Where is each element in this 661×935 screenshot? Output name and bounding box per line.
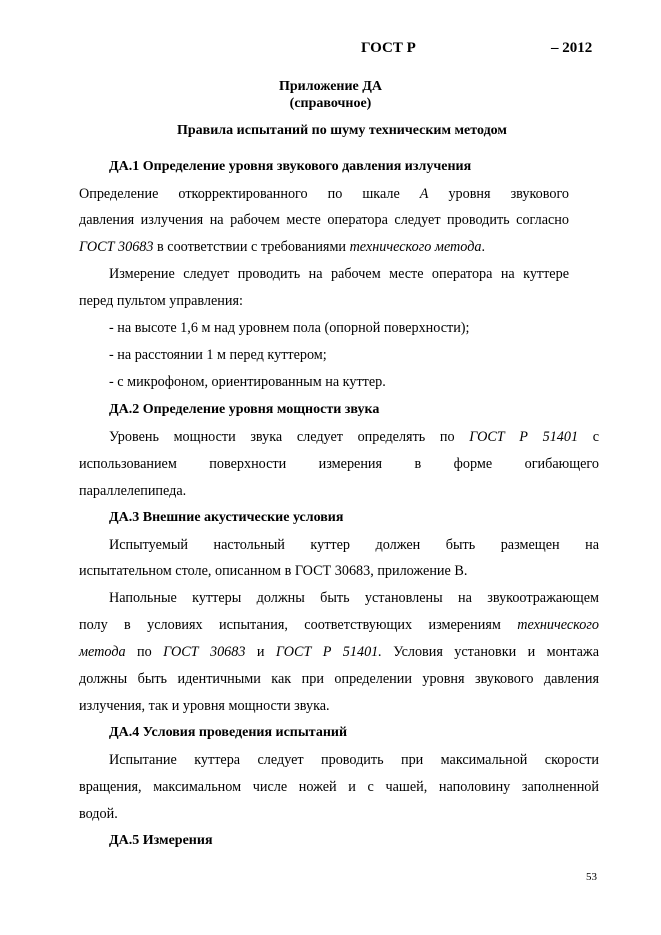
s3-p1-line1: Испытуемый настольный куттер должен быть размещен на [109, 537, 599, 553]
s2-line3: параллелепипеда. [79, 483, 187, 499]
appendix-title: Приложение ДА [278, 79, 383, 94]
list-item: - на высоте 1,6 м над уровнем пола (опорной поверхности); [109, 320, 470, 336]
s1-p1-line1: Определение откорректированного по шкале А уровня звукового [79, 186, 569, 202]
list-item: - с микрофоном, ориентированным на куттер. [109, 374, 386, 390]
s3-p2-line2: полу в условиях испытания, соответствующих измерениям технического [79, 617, 599, 633]
s3-p2-line4: должны быть идентичными как при определении уровня звукового давления [79, 671, 599, 687]
list-item: - на расстоянии 1 м перед куттером; [109, 347, 327, 363]
s2-line1: Уровень мощности звука следует определять по ГОСТ Р 51401 с [109, 429, 600, 445]
page-number: 53 [586, 871, 597, 883]
appendix-heading: Правила испытаний по шуму техническим методом [177, 123, 507, 138]
s1-p1-line2: давления излучения на рабочем месте оператора следует проводить согласно [79, 212, 569, 228]
year-label: – 2012 [551, 40, 593, 56]
s3-p2-line1: Напольные куттеры должны быть установлены на звукоотражающем [109, 590, 599, 606]
s3-p2-line5: излучения, так и уровня мощности звука. [79, 698, 330, 714]
s4-line2: вращения, максимальном числе ножей и с чашей, наполовину заполненной [79, 779, 599, 795]
section-2-title: ДА.2 Определение уровня мощности звука [109, 402, 380, 417]
appendix-type: (справочное) [289, 96, 372, 111]
s2-line2: использованием поверхности измерения в форме огибающего [79, 456, 599, 472]
section-4-title: ДА.4 Условия проведения испытаний [109, 725, 348, 740]
standard-label: ГОСТ Р [361, 40, 416, 56]
s1-p1-line3: ГОСТ 30683 в соответствии с требованиями технического метода. [79, 239, 486, 255]
s3-p2-line3: метода по ГОСТ 30683 и ГОСТ Р 51401. Условия установки и монтажа [79, 644, 600, 660]
section-1-title: ДА.1 Определение уровня звукового давления излучения [109, 159, 472, 174]
section-5-title: ДА.5 Измерения [109, 833, 213, 848]
s1-p2-line1: Измерение следует проводить на рабочем месте оператора на куттере [109, 266, 569, 282]
s3-p1-line2: испытательном столе, описанном в ГОСТ 30683, приложение В. [79, 563, 468, 579]
section-3-title: ДА.3 Внешние акустические условия [109, 510, 344, 525]
s4-line3: водой. [79, 806, 118, 822]
s4-line1: Испытание куттера следует проводить при максимальной скорости [109, 752, 599, 768]
s1-p2-line2: перед пультом управления: [79, 293, 243, 309]
